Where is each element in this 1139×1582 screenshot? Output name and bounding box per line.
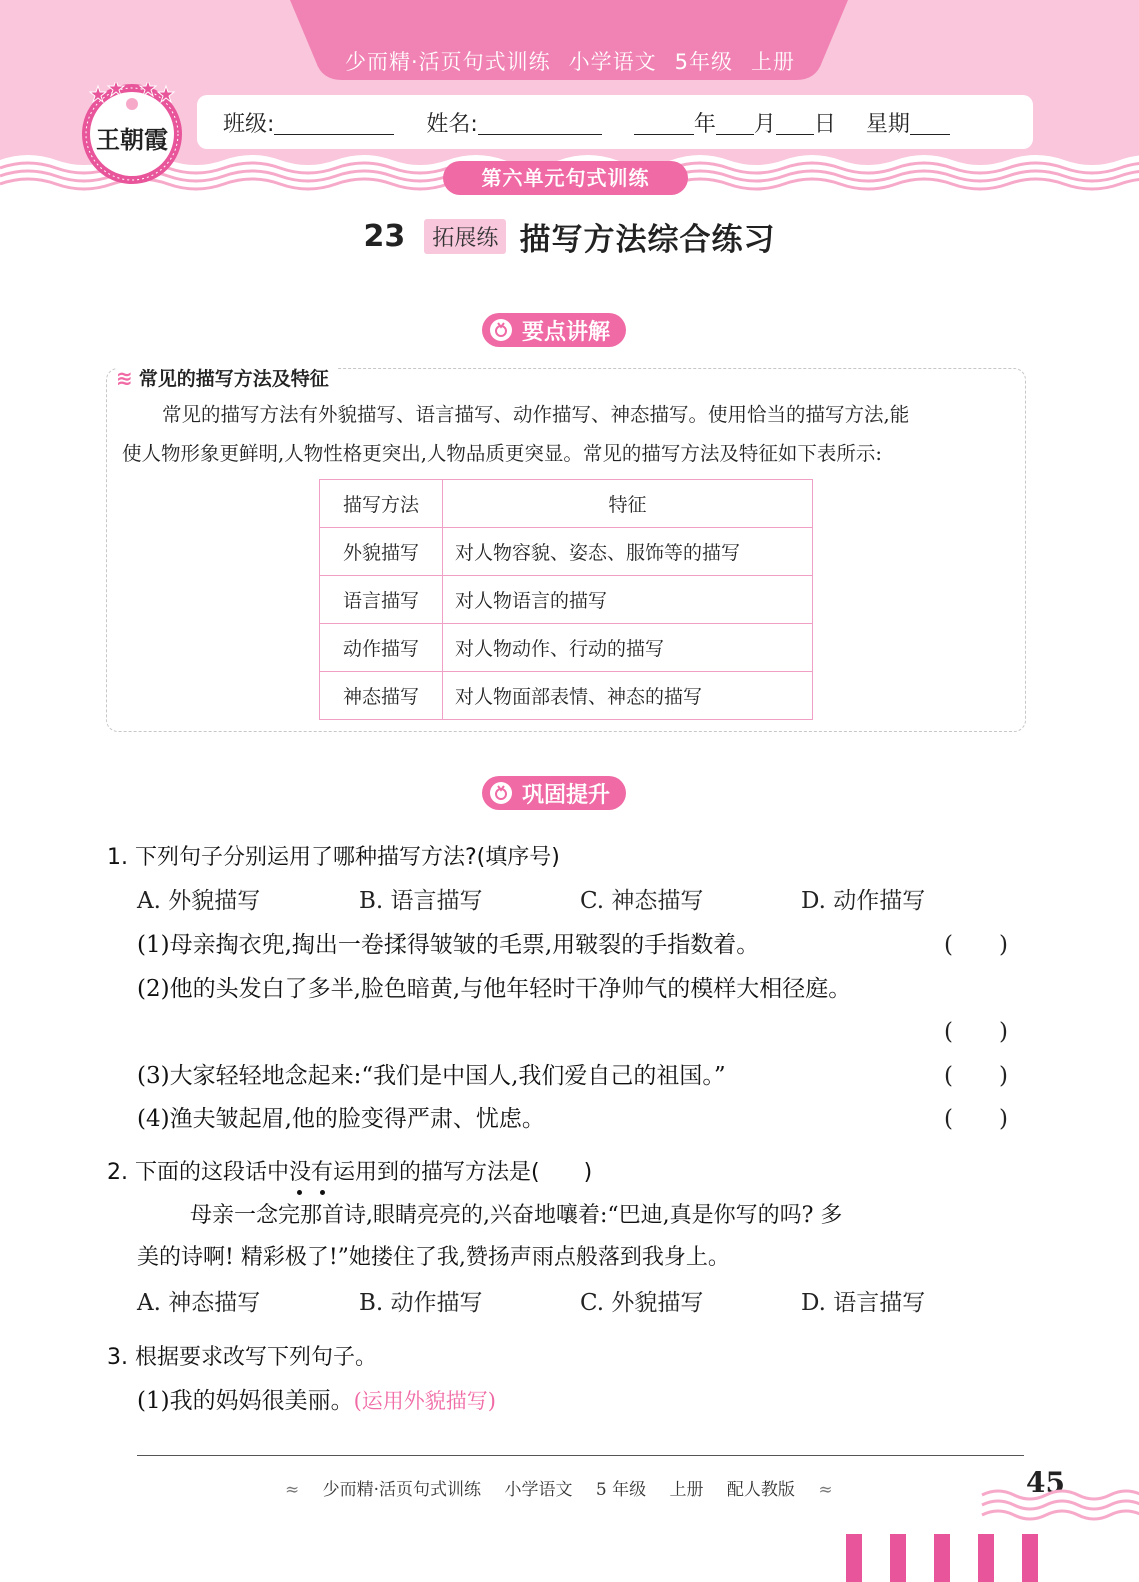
table-row [320,624,813,672]
footer-series [285,1475,851,1500]
footer-item: 少而精·活页句式训练 [322,1480,482,1500]
series-title: 少而精·活页句式训练 [344,50,551,74]
question-2-passage-line1: 母亲一念完那首诗,眼睛亮亮的,兴奋地嚷着:“巴迪,真是你写的吗? 多 [190,1203,843,1228]
unit-tag: 第六单元句式训练 [443,161,688,195]
wave-icon: ≈ [818,1480,833,1500]
question-1-stem: 1. 下列句子分别运用了哪种描写方法?(填序号) [107,845,560,870]
series-subject: 小学语文 [568,50,657,74]
table-cell: 对人物容貌、姿态、服饰等的描写 [443,528,813,576]
answer-blank-1-3[interactable]: ( ) [944,1063,1008,1089]
class-field[interactable] [274,110,394,135]
footer-item: 上册 [669,1480,704,1500]
footer-item: 小学语文 [504,1480,573,1500]
medal-icon [490,782,512,804]
section-pill-practice [482,776,626,810]
year-field[interactable] [634,110,694,135]
weekday-label: 星期 [865,111,910,137]
table-row [320,528,813,576]
question-2-passage-line2: 美的诗啊! 精彩极了!”她搂住了我,赞扬声雨点般落到我身上。 [137,1245,730,1270]
lesson-number: 23 [363,219,406,254]
month-field[interactable] [716,110,754,135]
footer-item: 5 年级 [595,1480,647,1500]
section-pill-key-points [482,313,626,347]
section-pill-label: 巩固提升 [522,782,611,808]
option-d: D. 动作描写 [801,888,926,914]
question-2-options [137,1284,1017,1314]
table-cell: 神态描写 [320,672,443,720]
section-pill-label: 要点讲解 [522,319,611,345]
question-1-item-4: (4)渔夫皱起眉,他的脸变得严肃、忧虑。 [137,1106,545,1132]
option-a: A. 神态描写 [137,1290,261,1316]
footer-divider [137,1455,1024,1456]
wave-icon: ≈ [285,1480,300,1500]
table-row [320,576,813,624]
month-label: 月 [753,111,776,137]
weekday-field[interactable] [910,110,950,135]
option-d: D. 语言描写 [801,1290,926,1316]
page-number: 45 [1026,1466,1065,1499]
intro-paragraph-line2: 使人物形象更鲜明,人物性格更突出,人物品质更突显。常见的描写方法及特征如下表所示: [122,442,882,465]
lesson-tag: 拓展练 [424,219,506,254]
table-cell: 语言描写 [320,576,443,624]
brand-logo [80,82,184,186]
year-label: 年 [693,111,716,137]
table-cell: 外貌描写 [320,528,443,576]
question-2-stem-post: 运用到的描写方法是( ) [333,1160,593,1185]
option-b: B. 语言描写 [359,888,483,914]
question-1-item-2: (2)他的头发白了多半,脸色暗黄,与他年轻时干净帅气的模样大相径庭。 [137,976,852,1002]
series-grade: 5年级 [674,50,734,74]
day-field[interactable] [776,110,814,135]
box-heading [116,364,337,391]
option-b: B. 动作描写 [359,1290,483,1316]
name-label: 姓名: [426,111,478,137]
question-3-stem: 3. 根据要求改写下列句子。 [107,1345,377,1370]
table-row [320,672,813,720]
question-1-item-3: (3)大家轻轻地念起来:“我们是中国人,我们爱自己的祖国。” [137,1063,726,1089]
lesson-title [0,214,1139,259]
footer-stripes [846,1534,1046,1582]
name-field[interactable] [478,110,602,135]
student-info-bar [197,95,1033,149]
question-3-item-1-text: (1)我的妈妈很美丽。 [137,1388,354,1414]
question-2-stem-pre: 2. 下面的这段话中 [107,1160,289,1185]
series-banner [300,42,840,80]
table-header-row [320,480,813,528]
table-cell: 对人物语言的描写 [443,576,813,624]
question-2-stem [107,1155,592,1186]
answer-blank-1-1[interactable]: ( ) [944,932,1008,958]
series-volume: 上册 [751,50,796,74]
table-cell: 对人物面部表情、神态的描写 [443,672,813,720]
option-c: C. 神态描写 [580,888,704,914]
methods-table [319,479,813,720]
option-c: C. 外貌描写 [580,1290,704,1316]
answer-blank-1-4[interactable]: ( ) [944,1106,1008,1132]
lesson-title-text: 描写方法综合练习 [519,222,776,258]
box-title: 常见的描写方法及特征 [138,368,329,390]
table-cell: 对人物动作、行动的描写 [443,624,813,672]
logo-text: 王朝霞 [96,125,168,154]
emphasis-char: 没 [288,1160,311,1185]
class-label: 班级: [223,111,275,137]
day-label: 日 [813,111,836,137]
table-cell: 动作描写 [320,624,443,672]
question-1-item-1: (1)母亲掏衣兜,掏出一卷揉得皱皱的毛票,用皲裂的手指数着。 [137,932,760,958]
table-header-cell: 特征 [443,480,813,528]
wave-icon: ≋ [116,365,133,390]
question-3-item-1-requirement: (运用外貌描写) [353,1389,496,1413]
question-1-options [137,882,1017,912]
emphasis-char: 有 [311,1160,334,1185]
option-a: A. 外貌描写 [137,888,261,914]
medal-icon [490,319,512,341]
question-3-item-1 [137,1382,496,1415]
answer-blank-1-2[interactable]: ( ) [944,1019,1008,1045]
footer-item: 配人教版 [726,1480,795,1500]
intro-paragraph-line1: 常见的描写方法有外貌描写、语言描写、动作描写、神态描写。使用恰当的描写方法,能 [162,403,910,426]
table-header-cell: 描写方法 [320,480,443,528]
